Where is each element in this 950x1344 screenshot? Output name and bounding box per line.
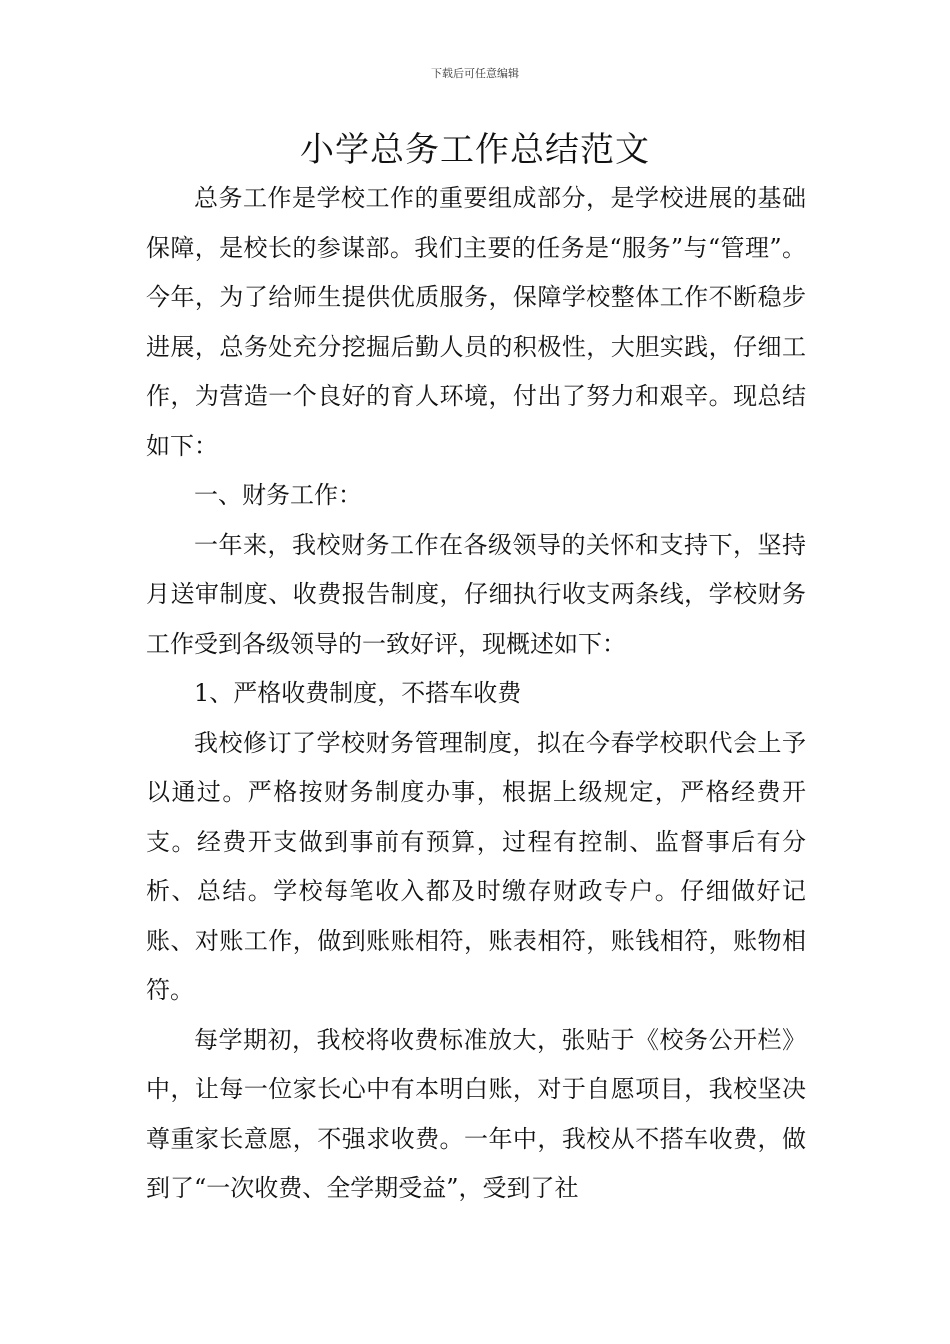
- paragraph-intro: 总务工作是学校工作的重要组成部分，是学校进展的基础保障，是校长的参谋部。我们主要的任务是“服务”与“管理”。今年，为了给师生提供优质服务，保障学校整体工作不断稳步进展，总务处充分挖掘后勤人员的积极性，大胆实践，仔细工作，为营造一个良好的育人环境，付出了努力和艰辛。现总结如下：: [146, 184, 806, 460]
- subheading-fee-policy: 1、严格收费制度，不搭车收费: [194, 679, 522, 707]
- paragraph-finance-management: 我校修订了学校财务管理制度，拟在今春学校职代会上予以通过。严格按财务制度办事，根据上级规定，严格经费开支。经费开支做到事前有预算，过程有控制、监督事后有分析、总结。学校每笔收入都及时缴存财政专户。仔细做好记账、对账工作，做到账账相符，账表相符，账钱相符，账物相符。: [146, 728, 806, 1004]
- paragraph-finance-overview: 一年来，我校财务工作在各级领导的关怀和支持下，坚持月送审制度、收费报告制度，仔细执行收支两条线，学校财务工作受到各级领导的一致好评，现概述如下：: [146, 530, 806, 658]
- paragraph-fee-disclosure: 每学期初，我校将收费标准放大，张贴于《校务公开栏》中，让每一位家长心中有本明白账，对于自愿项目，我校坚决尊重家长意愿，不强求收费。一年中，我校从不搭车收费，做到了“一次收费、全学期受益”，受到了社: [146, 1025, 806, 1202]
- section-heading-finance: 一、财务工作：: [194, 481, 362, 509]
- document-body: [146, 174, 806, 1214]
- page-header-note: 下载后可任意编辑: [431, 67, 519, 80]
- document-title: 小学总务工作总结范文: [300, 130, 650, 170]
